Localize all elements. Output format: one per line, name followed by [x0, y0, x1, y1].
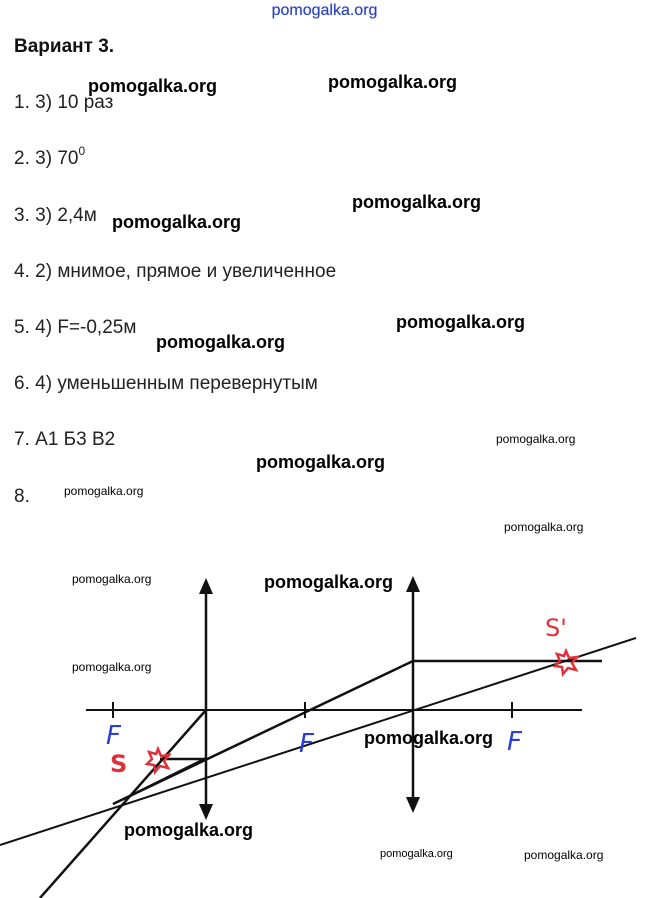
answer-text: А1 Б3 В2	[35, 429, 116, 450]
watermark: pomogalka.org	[496, 432, 576, 446]
watermark: pomogalka.org	[72, 660, 152, 674]
answer-text: 3) 10 раз	[35, 92, 114, 113]
watermark: pomogalka.org	[112, 212, 242, 232]
answer-7	[14, 429, 115, 451]
focus-label-2: F	[299, 729, 314, 759]
answer-6	[14, 373, 318, 395]
lens-1-top-arrow	[199, 578, 213, 594]
watermark: pomogalka.org	[364, 728, 494, 748]
lens-ray-diagram	[0, 540, 649, 898]
answer-number: 2.	[14, 148, 30, 169]
watermark: pomogalka.org	[156, 332, 286, 352]
focus-label-1: F	[106, 721, 121, 751]
lens-1-bottom-arrow	[199, 804, 213, 820]
watermark: pomogalka.org	[352, 192, 482, 212]
image-star-icon	[555, 651, 577, 674]
watermark: pomogalka.org	[524, 848, 604, 862]
watermark: pomogalka.org	[504, 520, 584, 534]
watermark: pomogalka.org	[328, 72, 458, 92]
watermark: pomogalka.org	[264, 572, 394, 592]
answer-number: 4.	[14, 261, 30, 282]
answer-number: 7.	[14, 429, 30, 450]
watermark: pomogalka.org	[124, 820, 254, 840]
watermark: pomogalka.org	[256, 452, 386, 472]
watermark: pomogalka.org	[72, 572, 152, 586]
answer-3	[14, 205, 97, 227]
answer-superscript: 0	[78, 144, 86, 158]
answer-text: 4) F=-0,25м	[35, 317, 137, 338]
answer-text: 4) уменьшенным перевернутым	[35, 373, 318, 394]
answer-number: 1.	[14, 92, 30, 113]
header-watermark: pomogalka.org	[271, 2, 378, 19]
answer-number: 8.	[14, 486, 30, 507]
answer-2	[14, 144, 86, 170]
source-label: S	[110, 750, 128, 778]
lens-2-top-arrow	[406, 576, 420, 592]
watermark: pomogalka.org	[88, 76, 218, 96]
source-star-icon	[147, 749, 169, 772]
lens-2-bottom-arrow	[406, 797, 420, 813]
answer-4	[14, 261, 336, 283]
answer-text: 3) 70	[35, 148, 79, 169]
answer-text: 3) 2,4м	[35, 205, 97, 226]
answer-number: 5.	[14, 317, 30, 338]
focus-label-3: F	[507, 727, 522, 757]
watermark: pomogalka.org	[380, 848, 453, 860]
page-title: Вариант 3.	[14, 36, 115, 57]
answer-5	[14, 317, 136, 339]
answer-number: 6.	[14, 373, 30, 394]
answer-8	[14, 486, 30, 508]
answer-text: 2) мнимое, прямое и увеличенное	[35, 261, 337, 282]
answer-number: 3.	[14, 205, 30, 226]
watermark: pomogalka.org	[396, 312, 526, 332]
watermark: pomogalka.org	[64, 484, 144, 498]
image-label: S'	[545, 614, 567, 642]
